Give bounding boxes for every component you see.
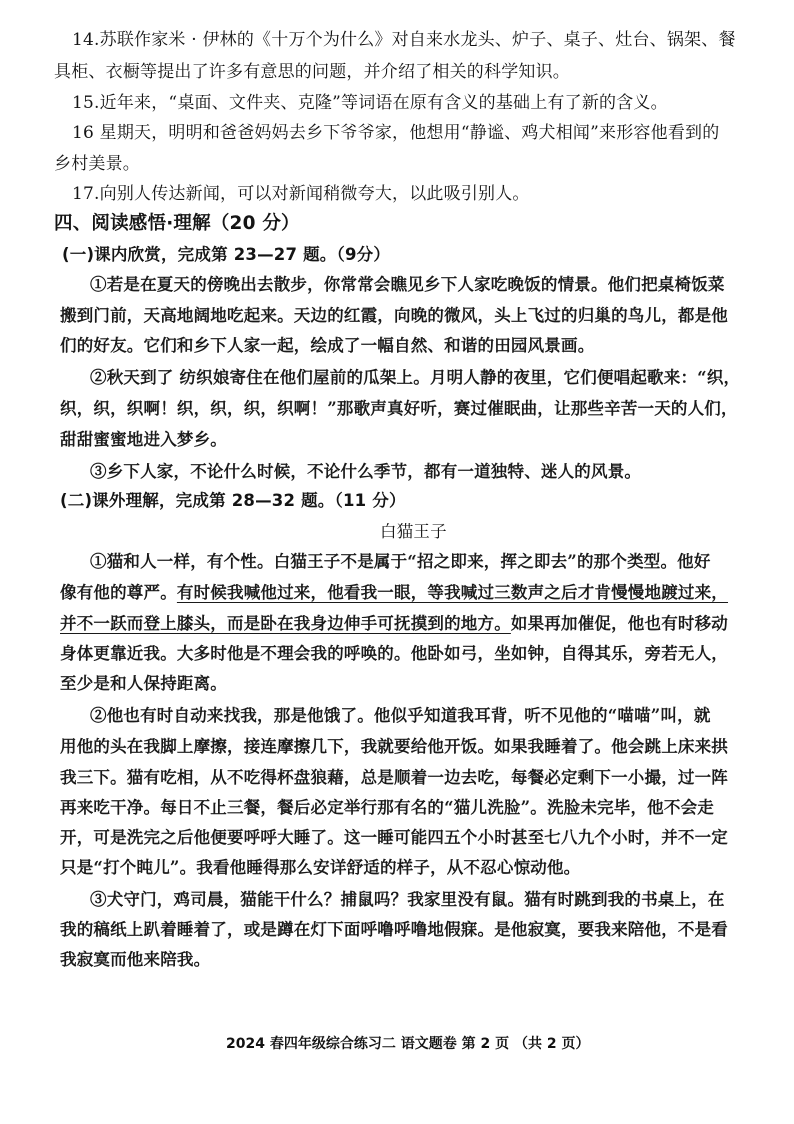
part-1-heading: (一)课内欣赏，完成第 23—27 题。（9分）: [62, 245, 391, 264]
part-1-paragraph-1-line-3: 们的好友。它们和乡下人家一起，绘成了一幅自然、和谐的田园风景画。: [60, 336, 595, 355]
story-paragraph-1-line-3-text: 如果再加催促，他也有时移动: [510, 614, 729, 633]
story-paragraph-3-line-1: ③犬守门，鸡司晨，猫能干什么？捕鼠吗？我家里没有鼠。猫有时跳到我的书桌上，在: [90, 890, 725, 909]
story-paragraph-1-line-1: ①猫和人一样，有个性。白猫王子不是属于“招之即来，挥之即去”的那个类型。他好: [90, 552, 711, 571]
story-paragraph-1-line-5: 至少是和人保持距离。: [60, 674, 227, 693]
story-paragraph-2-line-6: 只是“打个盹儿”。我看他睡得那么安详舒适的样子，从不忍心惊动他。: [60, 858, 581, 877]
story-paragraph-1-line-4: 身体更靠近我。大多时他是不理会我的呼唤的。他卧如弓，坐如钟，自得其乐，旁若无人，: [60, 644, 728, 663]
story-paragraph-2-line-2: 用他的头在我脚上摩擦，接连摩擦几下，我就要给他开饭。如果我睡着了。他会跳上床来拱: [60, 737, 728, 756]
story-paragraph-1-line-3: [60, 613, 728, 635]
part-1-paragraph-2-line-1: ②秋天到了 纺织娘寄住在他们屋前的瓜架上。月明人静的夜里，它们便唱起歌来：“织，: [90, 368, 741, 387]
story-paragraph-3-line-3: 我寂寞而他来陪我。: [60, 950, 211, 969]
part-1-paragraph-2-line-2: 织，织，织啊！织，织，织，织啊！”那歌声真好听，赛过催眠曲，让那些辛苦一天的人们，: [60, 399, 738, 418]
story-paragraph-2-line-5: 开，可是洗完之后他便要呼呼大睡了。这一睡可能四五个小时甚至七八九个小时，并不一定: [60, 828, 728, 847]
part-2-heading: (二)课外理解，完成第 28—32 题。（11 分）: [60, 491, 406, 510]
page-footer: 2024 春四年级综合练习二 语文题卷 第 2 页 （共 2 页）: [226, 1036, 590, 1052]
part-1-paragraph-1-line-2: 搬到门前，天高地阔地吃起来。天边的红霞，向晚的微风，头上飞过的归巢的鸟儿，都是他: [60, 306, 728, 325]
underlined-sentence-part-1: 有时候我喊他过来，他看我一眼，等我喊过三数声之后才肯慢慢地踱过来，: [176, 583, 729, 602]
story-paragraph-2-line-3: 我三下。猫有吃相，从不吃得杯盘狼藉，总是顺着一边去吃，每餐必定剩下一小撮，过一阵: [60, 768, 728, 787]
underlined-sentence-part-2: 并不一跃而登上膝头，而是卧在我身边伸手可抚摸到的地方。: [60, 614, 511, 633]
story-paragraph-1-line-2-text: 像有他的尊严。: [60, 583, 177, 602]
part-1-paragraph-1-line-1: ①若是在夏天的傍晚出去散步，你常常会瞧见乡下人家吃晚饭的情景。他们把桌椅饭菜: [90, 275, 725, 294]
section-4-heading: 四、阅读感悟·理解（20 分）: [54, 213, 300, 234]
statement-16-line-1: 16 星期天，明明和爸爸妈妈去乡下爷爷家，他想用“静谧、鸡犬相闻”来形容他看到的: [72, 123, 720, 143]
story-title: 白猫王子: [380, 522, 447, 541]
story-paragraph-1-line-2: [60, 582, 728, 604]
statement-17: 17.向别人传达新闻，可以对新闻稍微夸大，以此吸引别人。: [72, 184, 530, 204]
statement-15: 15.近年来，“桌面、文件夹、克隆”等词语在原有含义的基础上有了新的含义。: [72, 93, 668, 113]
part-1-paragraph-2-line-3: 甜甜蜜蜜地进入梦乡。: [60, 430, 227, 449]
story-paragraph-3-line-2: 我的稿纸上趴着睡着了，或是蹲在灯下面呼噜呼噜地假寐。是他寂寞，要我来陪他，不是看: [60, 920, 728, 939]
story-paragraph-2-line-4: 再来吃干净。每日不止三餐，餐后必定举行那有名的“猫儿洗脸”。洗脸未完毕，他不会走: [60, 798, 714, 817]
statement-14-line-2: 具柜、衣橱等提出了许多有意思的问题，并介绍了相关的科学知识。: [54, 62, 570, 82]
statement-14-line-1: 14.苏联作家米 · 伊林的《十万个为什么》对自来水龙头、炉子、桌子、灶台、锅架、餐: [72, 30, 736, 50]
statement-16-line-2: 乡村美景。: [54, 154, 140, 174]
part-1-paragraph-3: ③乡下人家，不论什么时候，不论什么季节，都有一道独特、迷人的风景。: [90, 462, 642, 481]
story-paragraph-2-line-1: ②他也有时自动来找我，那是他饿了。他似乎知道我耳背，听不见他的“喵喵”叫，就: [90, 706, 711, 725]
